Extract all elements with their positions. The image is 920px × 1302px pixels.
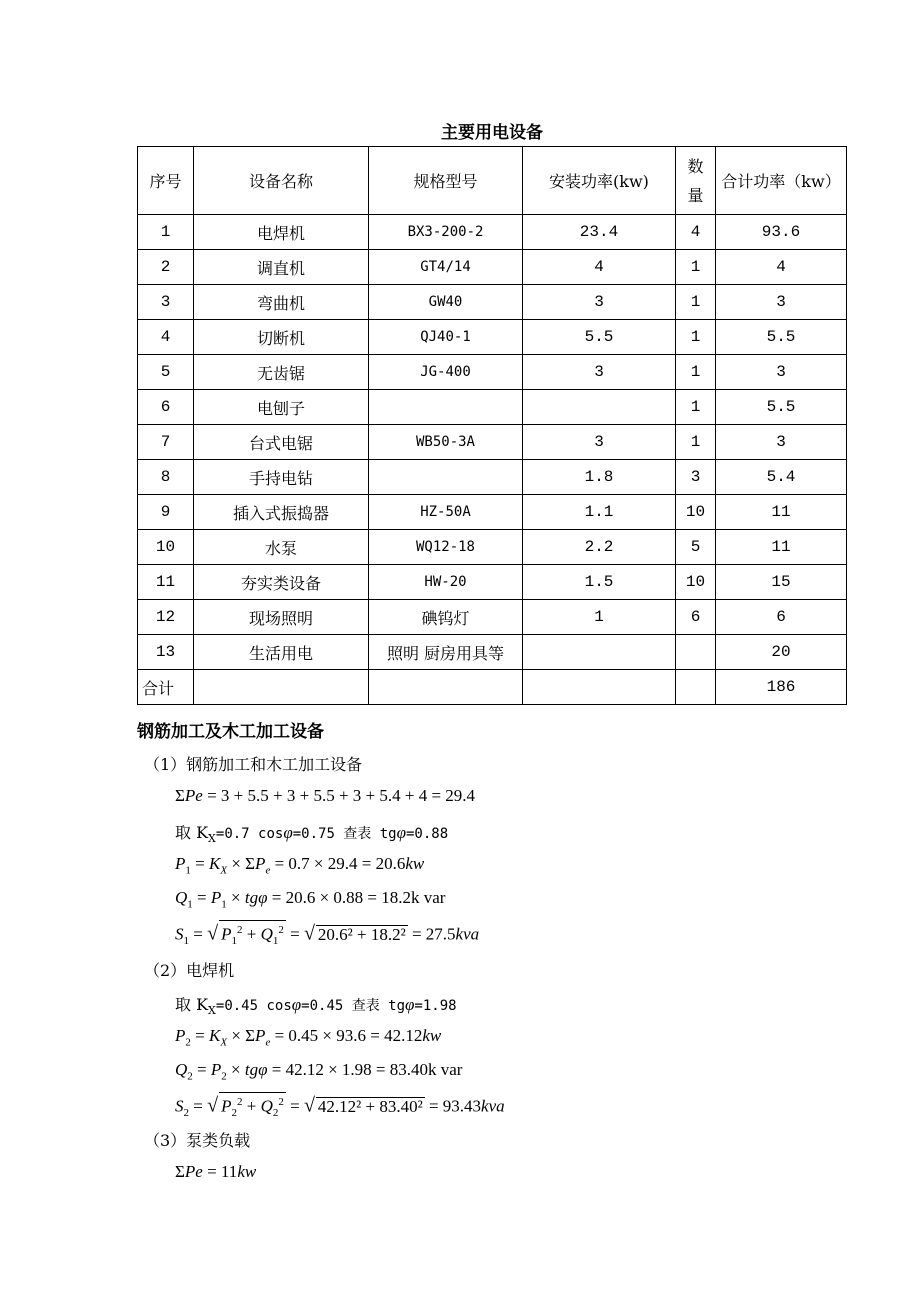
row-total: 11 xyxy=(716,495,847,530)
row-total: 11 xyxy=(716,530,847,565)
row-qty: 4 xyxy=(676,215,716,250)
row-index: 7 xyxy=(138,425,194,460)
row-total: 5.5 xyxy=(716,390,847,425)
table-row xyxy=(138,215,847,250)
sum-empty-2 xyxy=(369,670,523,705)
table-row xyxy=(138,600,847,635)
part1-heading: （1）钢筋加工和木工加工设备 xyxy=(144,755,363,774)
row-model: QJ40-1 xyxy=(369,320,523,355)
part1-q-expr: = 20.6 × 0.88 = 18.2 xyxy=(271,888,412,907)
equipment-table xyxy=(137,146,847,705)
table-row xyxy=(138,530,847,565)
part1-coeff-cos: =0.7 cos xyxy=(215,826,284,842)
part2-coeff-line: 取 $K_X=0.45$ cosφ=0.45 查表 tgφ=1.98 xyxy=(175,995,457,1018)
row-model xyxy=(369,460,523,495)
part1-s-expr: 20.6² + 18.2² xyxy=(317,924,406,944)
row-power: 1.8 xyxy=(523,460,676,495)
part2-coeff-tg: =0.45 查表 tg xyxy=(301,998,406,1014)
row-name: 电焊机 xyxy=(194,215,369,250)
header-total: 合计功率（kw） xyxy=(716,147,847,215)
row-total: 20 xyxy=(716,635,847,670)
part1-s-line: $S_1$ = √ $P_1^2 + Q_1^2$ = √ 20.6² + 18.2² = 27.5kva xyxy=(175,920,479,950)
row-name: 台式电锯 xyxy=(194,425,369,460)
row-power: 3 xyxy=(523,425,676,460)
row-qty: 10 xyxy=(676,565,716,600)
header-index: 序号 xyxy=(138,147,194,215)
part2-coeff-value: =1.98 xyxy=(414,998,457,1014)
row-name: 插入式振捣器 xyxy=(194,495,369,530)
row-model: 照明 厨房用具等 xyxy=(369,635,523,670)
row-name: 无齿锯 xyxy=(194,355,369,390)
part2-coeff-cos: =0.45 cos xyxy=(215,998,292,1014)
part1-s-result: = 27.5 xyxy=(411,924,456,944)
row-index: 6 xyxy=(138,390,194,425)
row-qty: 1 xyxy=(676,285,716,320)
part1-coeff-label: 取 K xyxy=(175,823,209,842)
table-title: 主要用电设备 xyxy=(441,123,543,143)
row-index: 10 xyxy=(138,530,194,565)
row-power: 1 xyxy=(523,600,676,635)
row-index: 2 xyxy=(138,250,194,285)
part2-s-result: = 93.43 xyxy=(428,1096,482,1116)
row-index: 5 xyxy=(138,355,194,390)
row-model: HW-20 xyxy=(369,565,523,600)
row-total: 4 xyxy=(716,250,847,285)
part1-q-line: $Q_1 = P_1 \times tg\varphi = 20.6 \times 0.88 = 18.2k$ var xyxy=(175,888,446,911)
row-total: 93.6 xyxy=(716,215,847,250)
row-power xyxy=(523,635,676,670)
table-row xyxy=(138,390,847,425)
part3-sum-line: ΣPe = 11kw xyxy=(175,1162,257,1181)
sum-total: 186 xyxy=(716,670,847,705)
table-header-row xyxy=(138,147,847,215)
row-index: 1 xyxy=(138,215,194,250)
row-name: 弯曲机 xyxy=(194,285,369,320)
section-title: 钢筋加工及木工加工设备 xyxy=(137,722,324,742)
row-qty: 1 xyxy=(676,320,716,355)
row-index: 4 xyxy=(138,320,194,355)
row-model: 碘钨灯 xyxy=(369,600,523,635)
row-qty: 1 xyxy=(676,355,716,390)
part2-s-line: $S_2$ = √ $P_2^2 + Q_2^2$ = √ 42.12² + 83.40² = 93.43kva xyxy=(175,1092,505,1122)
row-name: 切断机 xyxy=(194,320,369,355)
sum-empty-3 xyxy=(523,670,676,705)
part2-heading: （2）电焊机 xyxy=(144,961,235,980)
table-row xyxy=(138,285,847,320)
row-qty: 3 xyxy=(676,460,716,495)
row-name: 电刨子 xyxy=(194,390,369,425)
row-total: 3 xyxy=(716,285,847,320)
table-sum-row xyxy=(138,670,847,705)
row-model: JG-400 xyxy=(369,355,523,390)
row-total: 3 xyxy=(716,355,847,390)
part1-p-expr: = 0.7 × 29.4 = 20.6 xyxy=(274,854,406,873)
part1-sum-line: ΣPe = 3 + 5.5 + 3 + 5.5 + 3 + 5.4 + 4 = 29.4 xyxy=(175,786,476,805)
part2-s-unit: kva xyxy=(481,1096,505,1116)
table-row xyxy=(138,460,847,495)
table-row xyxy=(138,320,847,355)
row-power: 3 xyxy=(523,285,676,320)
row-name: 夯实类设备 xyxy=(194,565,369,600)
row-power: 2.2 xyxy=(523,530,676,565)
part1-s-unit: kva xyxy=(455,924,480,944)
row-index: 11 xyxy=(138,565,194,600)
row-model: GW40 xyxy=(369,285,523,320)
part1-q-unit: k var xyxy=(411,888,446,907)
row-qty: 1 xyxy=(676,390,716,425)
part3-heading: （3）泵类负载 xyxy=(144,1131,251,1150)
row-model: HZ-50A xyxy=(369,495,523,530)
header-qty-bottom: 量 xyxy=(687,185,704,205)
row-model: GT4/14 xyxy=(369,250,523,285)
part3-sum-expr: = 11 xyxy=(207,1162,238,1181)
part2-q-line: $Q_2 = P_2 \times tg\varphi = 42.12 \times 1.98 = 83.40k$ var xyxy=(175,1060,463,1083)
row-power: 1.1 xyxy=(523,495,676,530)
row-name: 生活用电 xyxy=(194,635,369,670)
part2-q-expr: = 42.12 × 1.98 = 83.40 xyxy=(271,1060,429,1079)
row-model: WQ12-18 xyxy=(369,530,523,565)
row-qty xyxy=(676,635,716,670)
header-qty xyxy=(676,147,716,215)
row-index: 8 xyxy=(138,460,194,495)
part2-p-expr: = 0.45 × 93.6 = 42.12 xyxy=(274,1026,423,1045)
row-qty: 6 xyxy=(676,600,716,635)
row-qty: 1 xyxy=(676,425,716,460)
row-name: 调直机 xyxy=(194,250,369,285)
table-row xyxy=(138,250,847,285)
sum-empty-4 xyxy=(676,670,716,705)
table-row xyxy=(138,495,847,530)
part1-coeff-tg: =0.75 查表 tg xyxy=(292,826,397,842)
row-name: 现场照明 xyxy=(194,600,369,635)
row-model: WB50-3A xyxy=(369,425,523,460)
table-row xyxy=(138,355,847,390)
part2-s-expr: 42.12² + 83.40² xyxy=(317,1096,423,1116)
sum-empty-1 xyxy=(194,670,369,705)
part3-sum-unit: kw xyxy=(237,1162,257,1181)
row-qty: 10 xyxy=(676,495,716,530)
row-index: 13 xyxy=(138,635,194,670)
row-power: 5.5 xyxy=(523,320,676,355)
header-qty-top: 数 xyxy=(687,156,704,176)
row-qty: 5 xyxy=(676,530,716,565)
row-model xyxy=(369,390,523,425)
row-power: 4 xyxy=(523,250,676,285)
table-row xyxy=(138,635,847,670)
row-total: 6 xyxy=(716,600,847,635)
part1-sum-expr: = 3 + 5.5 + 3 + 5.5 + 3 + 5.4 + 4 = 29.4 xyxy=(207,786,476,805)
row-total: 15 xyxy=(716,565,847,600)
row-total: 3 xyxy=(716,425,847,460)
row-total: 5.4 xyxy=(716,460,847,495)
table-row xyxy=(138,565,847,600)
header-power: 安装功率(kw) xyxy=(523,147,676,215)
row-power: 23.4 xyxy=(523,215,676,250)
sum-label: 合计 xyxy=(138,670,194,705)
part2-q-unit: k var xyxy=(428,1060,463,1079)
header-model: 规格型号 xyxy=(369,147,523,215)
row-model: BX3-200-2 xyxy=(369,215,523,250)
row-total: 5.5 xyxy=(716,320,847,355)
part1-p-line: $P_1 = K_X \times \Sigma P_e = 0.7 \times 29.4 = 20.6kw$ xyxy=(175,854,425,877)
header-name: 设备名称 xyxy=(194,147,369,215)
row-index: 3 xyxy=(138,285,194,320)
part2-p-unit: kw xyxy=(422,1026,442,1045)
row-power xyxy=(523,390,676,425)
row-index: 12 xyxy=(138,600,194,635)
row-qty: 1 xyxy=(676,250,716,285)
table-row xyxy=(138,425,847,460)
row-name: 水泵 xyxy=(194,530,369,565)
row-index: 9 xyxy=(138,495,194,530)
row-name: 手持电钻 xyxy=(194,460,369,495)
row-power: 3 xyxy=(523,355,676,390)
row-power: 1.5 xyxy=(523,565,676,600)
part2-coeff-label: 取 K xyxy=(175,995,209,1014)
part1-coeff-value: =0.88 xyxy=(406,826,449,842)
part1-p-unit: kw xyxy=(405,854,425,873)
part1-coeff-line: 取 $K_X=0.7$ cosφ=0.75 查表 tgφ=0.88 xyxy=(175,823,449,846)
part2-p-line: $P_2 = K_X \times \Sigma P_e = 0.45 \times 93.6 = 42.12kw$ xyxy=(175,1026,442,1049)
